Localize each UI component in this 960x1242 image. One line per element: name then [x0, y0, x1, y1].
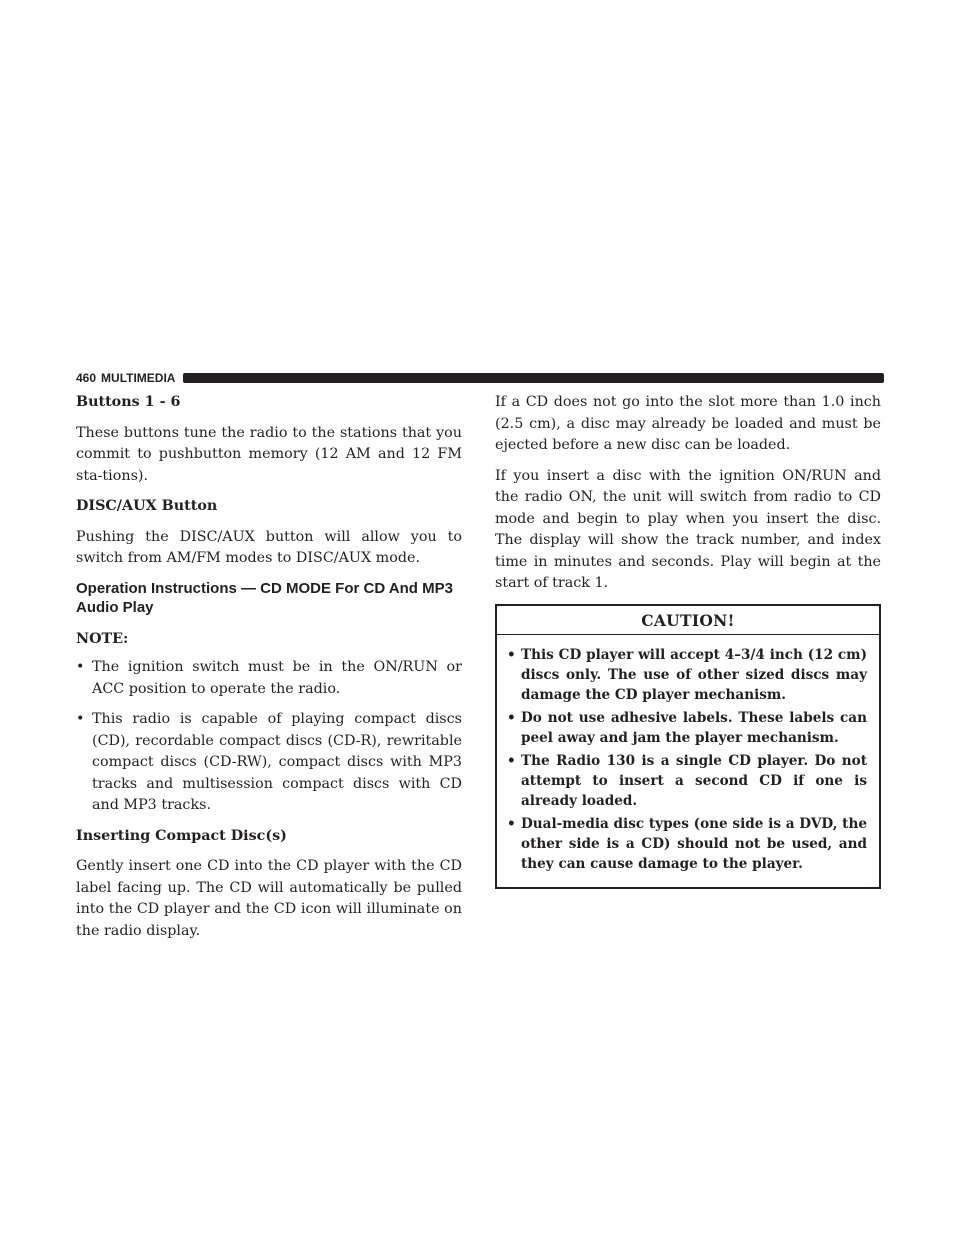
operation-instructions-heading: Operation Instructions — CD MODE For CD And MP3 Audio Play: [76, 579, 453, 616]
list-item: [507, 751, 867, 811]
section-title: MULTIMEDIA: [101, 371, 176, 385]
list-item-text: This radio is capable of playing compact discs (CD), recordable compact discs (CD-R), rewritable compact discs (CD-RW), compact discs with MP3 tracks and multisession compact discs with CD and MP3 tracks.: [92, 711, 462, 813]
list-item: [507, 708, 867, 748]
list-item: [76, 657, 462, 700]
list-item-text: Do not use adhesive labels. These labels can peel away and jam the player mechanism.: [521, 710, 867, 746]
buttons-heading: Buttons 1 - 6: [76, 394, 181, 410]
right-column: [495, 392, 881, 889]
disc-aux-paragraph: Pushing the DISC/AUX button will allow you to switch from AM/FM modes to DISC/AUX mode.: [76, 528, 462, 566]
slot-paragraph: If a CD does not go into the slot more than 1.0 inch (2.5 cm), a disc may already be loaded and must be ejected before a new disc can be loaded.: [495, 394, 881, 453]
buttons-paragraph: These buttons tune the radio to the stations that you commit to pushbutton memory (12 AM and 12 FM sta-tions).: [76, 424, 462, 484]
bullet-icon: •: [507, 647, 516, 663]
caution-body: [497, 635, 879, 887]
list-item-text: This CD player will accept 4–3/4 inch (12 cm) discs only. The use of other sized discs may damage the CD player mechanism.: [521, 647, 867, 703]
caution-box: [495, 604, 881, 890]
list-item: [507, 645, 867, 705]
inserting-heading: Inserting Compact Disc(s): [76, 827, 287, 844]
page-header: [76, 371, 884, 385]
bullet-icon: •: [507, 710, 516, 726]
page-number: 460: [76, 371, 97, 385]
list-item: [507, 814, 867, 874]
list-item: [76, 709, 462, 817]
inserting-paragraph: Gently insert one CD into the CD player with the CD label facing up. The CD will automatically be pulled into the CD player and the CD icon will illuminate on the radio display.: [76, 858, 462, 939]
disc-aux-heading: DISC/AUX Button: [76, 498, 218, 514]
list-item-text: The Radio 130 is a single CD player. Do not attempt to insert a second CD if one is already loaded.: [521, 753, 867, 809]
list-item-text: The ignition switch must be in the ON/RUN or ACC position to operate the radio.: [92, 659, 462, 697]
list-item-text: Dual-media disc types (one side is a DVD, the other side is a CD) should not be used, and they can cause damage to the player.: [521, 816, 867, 872]
bullet-icon: •: [76, 659, 85, 675]
caution-title: CAUTION!: [497, 606, 879, 636]
bullet-icon: •: [507, 753, 516, 769]
ignition-paragraph: If you insert a disc with the ignition ON/RUN and the radio ON, the unit will switch from radio to CD mode and begin to play when you insert the disc. The display will show the track number, and index time in minutes and seconds. Play will begin at the start of track 1.: [495, 467, 881, 591]
bullet-icon: •: [507, 816, 516, 832]
left-column: [76, 392, 462, 951]
header-rule: [183, 373, 884, 383]
note-label: NOTE:: [76, 630, 129, 647]
bullet-icon: •: [76, 711, 85, 727]
